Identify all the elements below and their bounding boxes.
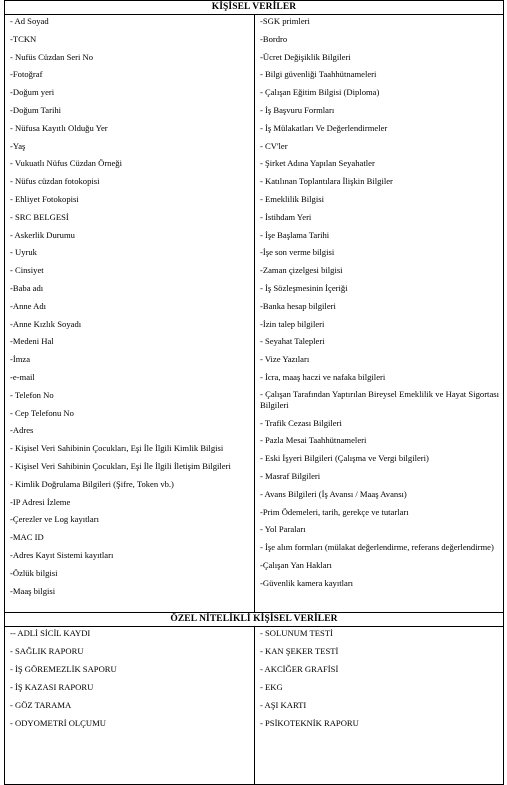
list-item: - ODYOMETRİ OLÇUMU xyxy=(10,718,106,728)
personal-data-table xyxy=(4,0,504,785)
list-item: -Çerezler ve Log kayıtları xyxy=(10,514,99,525)
list-item: - Kişisel Veri Sahibinin Çocukları, Eşi İle İlgili İletişim Bilgileri xyxy=(10,460,231,471)
list-item: - Masraf Bilgileri xyxy=(260,470,321,481)
list-item: -Güvenlik kamera kayıtları xyxy=(260,577,354,588)
list-item: - İş Sözleşmesinin İçeriği xyxy=(260,282,348,293)
list-item: -Bordro xyxy=(260,33,288,44)
list-item: - Vukuatlı Nüfus Cüzdan Örneği xyxy=(10,158,122,169)
list-item: - Trafik Cezası Bilgileri xyxy=(260,417,342,428)
list-item: - SAĞLIK RAPORU xyxy=(10,646,84,656)
list-item: -MAC ID xyxy=(10,532,44,543)
list-item: -TCKN xyxy=(10,33,37,44)
special-data-right-column xyxy=(255,627,504,785)
list-item: - İstihdam Yeri xyxy=(260,211,312,222)
list-item: -Ücret Değişiklik Bilgileri xyxy=(260,51,351,62)
list-item: -Anne Kızlık Soyadı xyxy=(10,318,82,329)
list-item: - GÖZ TARAMA xyxy=(10,700,72,710)
list-item: -Zaman çizelgesi bilgisi xyxy=(260,265,343,276)
list-item: - Bilgi güvenliği Taahhütnameleri xyxy=(260,69,377,80)
list-item: -Banka hesap bilgileri xyxy=(260,300,336,311)
list-item: -Çalışan Yan Hakları xyxy=(260,559,332,570)
list-item: - İş Mülakatları Ve Değerlendirmeler xyxy=(260,122,388,133)
list-item: - Yol Paraları xyxy=(260,524,306,535)
list-item: -Maaş bilgisi xyxy=(10,585,56,596)
list-item: - Kişisel Veri Sahibinin Çocukları, Eşi İle İlgili Kimlik Bilgisi xyxy=(10,443,224,454)
list-item: - Cep Telefonu No xyxy=(10,407,74,418)
list-item: -Prim Ödemeleri, tarih, gerekçe ve tutarları xyxy=(260,506,409,517)
list-item: - İş Başvuru Formları xyxy=(260,104,335,115)
list-item: -İzin talep bilgileri xyxy=(260,318,325,329)
list-item: - İcra, maaş haczi ve nafaka bilgileri xyxy=(260,371,386,382)
section-header-special-personal-data: ÖZEL NİTELİKLİ KİŞİSEL VERİLER xyxy=(5,613,504,627)
section-header-personal-data: KİŞİSEL VERİLER xyxy=(5,1,504,15)
special-data-right-list xyxy=(255,627,503,729)
list-item: - PSİKOTEKNİK RAPORU xyxy=(260,718,359,728)
list-item: - Avans Bilgileri (İş Avansı / Maaş Avansı) xyxy=(260,488,407,499)
list-item: - Nufüs Cüzdan Seri No xyxy=(10,51,94,62)
list-item: - Telefon No xyxy=(10,389,54,400)
list-item: - İŞ KAZASI RAPORU xyxy=(10,682,94,692)
list-item: -Adres xyxy=(10,425,34,436)
list-item: - İşe alım formları (mülakat değerlendirme, referans değerlendirme) xyxy=(260,542,494,553)
list-item: - CV'ler xyxy=(260,140,288,151)
list-item: - KAN ŞEKER TESTİ xyxy=(260,646,339,656)
list-item: - Cinsiyet xyxy=(10,265,44,276)
list-item: - Katılınan Toplantılara İlişkin Bilgiler xyxy=(260,176,393,187)
list-item: -Yaş xyxy=(10,140,26,151)
list-item: - Nüfus cüzdan fotokopisi xyxy=(10,176,100,187)
personal-data-right-list xyxy=(255,15,503,589)
personal-data-left-column xyxy=(5,15,255,613)
list-item: -SGK primleri xyxy=(260,16,310,26)
list-item: - İŞ GÖREMEZLİK SAPORU xyxy=(10,664,117,674)
list-item: - Ehliyet Fotokopisi xyxy=(10,193,79,204)
list-item: - Pazla Mesai Taahhütnameleri xyxy=(260,435,367,446)
personal-data-left-list xyxy=(5,15,254,597)
list-item: -Baba adı xyxy=(10,282,44,293)
special-data-left-list xyxy=(5,627,254,729)
list-item: -Özlük bilgisi xyxy=(10,567,58,578)
list-item: - Uyruk xyxy=(10,247,37,258)
list-item: - Nüfusa Kayıtlı Olduğu Yer xyxy=(10,122,108,133)
list-item: -Doğum yeri xyxy=(10,87,55,98)
list-item: -IP Adresi İzleme xyxy=(10,496,71,507)
list-item: - İşe Başlama Tarihi xyxy=(260,229,330,240)
special-data-left-column xyxy=(5,627,255,785)
list-item: - AKCİĞER GRAFİSİ xyxy=(260,664,339,674)
list-item: - Şirket Adına Yapılan Seyahatler xyxy=(260,158,375,169)
list-item: - Ad Soyad xyxy=(10,16,49,26)
list-item: -Adres Kayıt Sistemi kayıtları xyxy=(10,549,114,560)
list-item: - Emeklilik Bilgisi xyxy=(260,193,324,204)
list-item: - SOLUNUM TESTİ xyxy=(260,628,333,638)
list-item: - Vize Yazıları xyxy=(260,354,310,365)
list-item: -Medeni Hal xyxy=(10,336,54,347)
list-item: -- ADLİ SİCİL KAYDI xyxy=(10,628,91,638)
list-item: - Eski İşyeri Bilgileri (Çalışma ve Vergi bilgileri) xyxy=(260,453,429,464)
list-item: - EKG xyxy=(260,682,283,692)
list-item: -Fotoğraf xyxy=(10,69,43,80)
list-item: - Çalışan Eğitim Bilgisi (Diploma) xyxy=(260,87,380,98)
list-item: -İşe son verme bilgisi xyxy=(260,247,335,258)
list-item: -Doğum Tarihi xyxy=(10,104,62,115)
list-item: -Anne Adı xyxy=(10,300,47,311)
list-item: -İmza xyxy=(10,354,31,365)
list-item: - Kimlik Doğrulama Bilgileri (Şifre, Token vb.) xyxy=(10,478,174,489)
list-item: - SRC BELGESİ xyxy=(10,211,69,222)
personal-data-right-column xyxy=(255,15,504,613)
list-item: - Çalışan Tarafından Yaptırılan Bireysel Emeklilik ve Hayat Sigortası Bilgileri xyxy=(260,388,499,410)
list-item: -e-mail xyxy=(10,371,35,382)
list-item: - AŞI KARTI xyxy=(260,700,307,710)
list-item: - Askerlik Durumu xyxy=(10,229,75,240)
list-item: - Seyahat Talepleri xyxy=(260,336,325,347)
